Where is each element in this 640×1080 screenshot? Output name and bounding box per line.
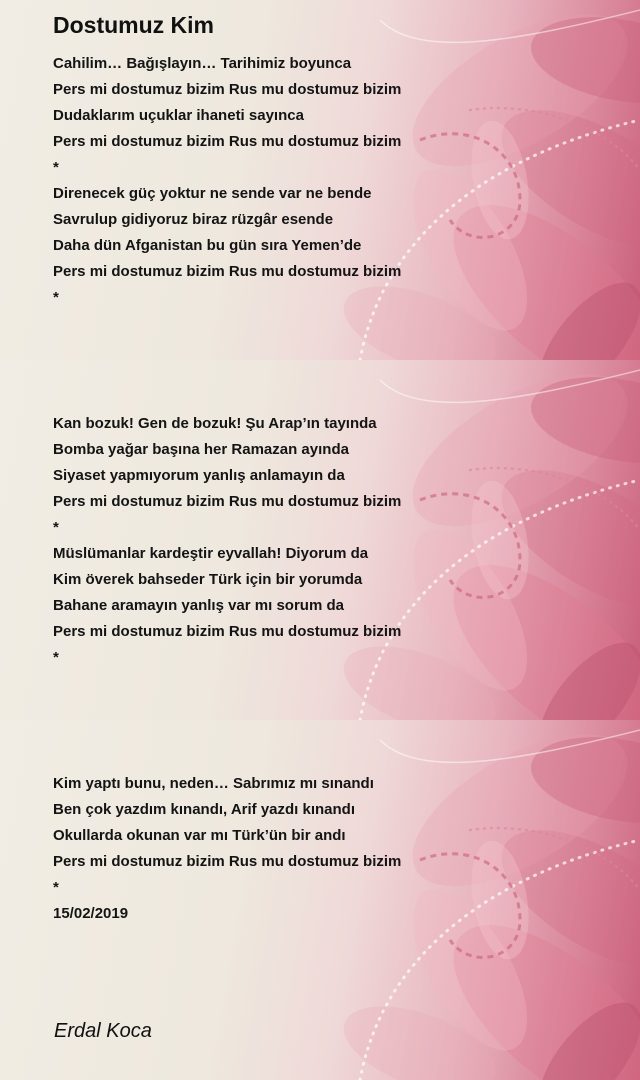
stanza-separator: * — [53, 159, 59, 176]
poem-line: Pers mi dostumuz bizim Rus mu dostumuz bizim — [53, 623, 402, 640]
poem-line: Pers mi dostumuz bizim Rus mu dostumuz bizim — [53, 81, 402, 98]
poem-line: Direnecek güç yoktur ne sende var ne bende — [53, 185, 372, 202]
poem-line: Bahane aramayın yanlış var mı sorum da — [53, 597, 344, 614]
poem-line: Ben çok yazdım kınandı, Arif yazdı kınandı — [53, 801, 356, 818]
poem-title: Dostumuz Kim — [53, 12, 214, 38]
stanza-separator: * — [53, 879, 59, 896]
poem-line: Kim överek bahseder Türk için bir yorumda — [53, 571, 363, 588]
poem-line: Kan bozuk! Gen de bozuk! Şu Arap’ın tayında — [53, 415, 377, 432]
stanza-separator: * — [53, 519, 59, 536]
poem-line: Pers mi dostumuz bizim Rus mu dostumuz bizim — [53, 853, 402, 870]
stanza-separator: * — [53, 649, 59, 666]
poem-line: Savrulup gidiyoruz biraz rüzgâr esende — [53, 211, 334, 228]
poem-author: Erdal Koca — [54, 1020, 152, 1042]
poem-line: Pers mi dostumuz bizim Rus mu dostumuz bizim — [53, 493, 402, 510]
poem-section-3 — [53, 771, 401, 927]
poem-line: Bomba yağar başına her Ramazan ayında — [53, 441, 349, 458]
poem-line: Müslümanlar kardeştir eyvallah! Diyorum da — [53, 545, 369, 562]
poem-section-1 — [53, 51, 401, 311]
poem-section-2 — [53, 411, 401, 671]
stanza-separator: * — [53, 289, 59, 306]
poem-line: Kim yaptı bunu, neden… Sabrımız mı sınandı — [53, 775, 374, 792]
poem-line: Siyaset yapmıyorum yanlış anlamayın da — [53, 467, 345, 484]
poem-line: Okullarda okunan var mı Türk’ün bir andı — [53, 827, 346, 844]
poem-line: Daha dün Afganistan bu gün sıra Yemen’de — [53, 237, 362, 254]
poem-line: Cahilim… Bağışlayın… Tarihimiz boyunca — [53, 55, 352, 72]
poem-line: Pers mi dostumuz bizim Rus mu dostumuz bizim — [53, 263, 402, 280]
poem-line: Pers mi dostumuz bizim Rus mu dostumuz bizim — [53, 133, 402, 150]
poem-line: Dudaklarım uçuklar ihaneti sayınca — [53, 107, 304, 124]
poem-date: 15/02/2019 — [53, 905, 129, 922]
